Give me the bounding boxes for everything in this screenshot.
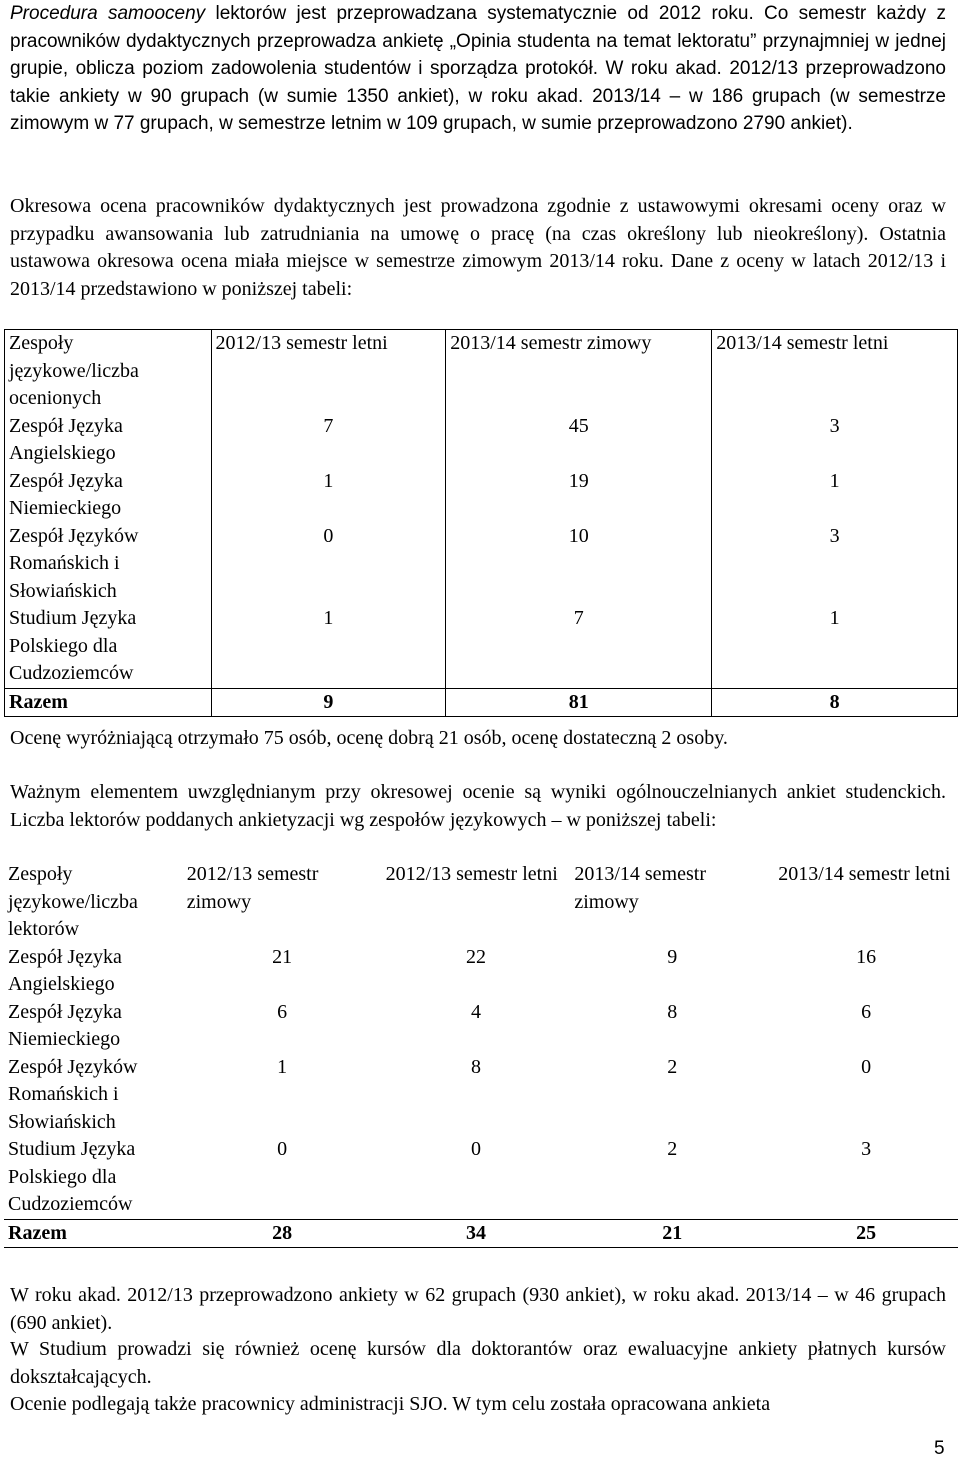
table-header-row bbox=[5, 330, 958, 413]
table-row bbox=[5, 523, 958, 606]
total-value: 25 bbox=[774, 1219, 958, 1248]
assessment-table bbox=[4, 329, 958, 717]
cell-value: 1 bbox=[712, 468, 958, 523]
total-label: Razem bbox=[5, 688, 212, 717]
row-label: Zespół Języków Romańskich i Słowiańskich bbox=[5, 523, 212, 606]
cell-value: 9 bbox=[667, 945, 678, 968]
total-value: 28 bbox=[183, 1219, 382, 1248]
cell-value: 19 bbox=[446, 468, 712, 523]
row-label: Zespół Języka Angielskiego bbox=[5, 413, 212, 468]
table-total-row bbox=[5, 688, 958, 717]
surveys-count-paragraph: W roku akad. 2012/13 przeprowadzono ankiety w 62 grupach (930 ankiet), w roku akad. 2013/14 – w 46 grupach (690 ankiet). bbox=[10, 1284, 946, 1334]
total-value: 81 bbox=[446, 688, 712, 717]
periodic-assessment-paragraph: Okresowa ocena pracowników dydaktycznych jest prowadzona zgodnie z ustawowymi okresami oceny oraz w przypadku awansowania lub zatrudniania na umowę o pracę (na czas określony lub nieokreślony). Ostatnia ustawowa okresowa ocena miała miejsce w semestrze zimowym 2013/14 roku. Dane z oceny w latach 2012/13 i 2013/14 przedstawiono w poniższej tabeli: bbox=[10, 195, 946, 300]
header-cell: 2012/13 semestr zimowy bbox=[186, 863, 319, 913]
cell-value: 1 bbox=[277, 1055, 288, 1078]
row-label: Studium Języka Polskiego dla Cudzoziemców bbox=[8, 1138, 136, 1215]
cell-value: 0 bbox=[861, 1055, 872, 1078]
table-row bbox=[4, 999, 958, 1054]
cell-value: 2 bbox=[667, 1138, 678, 1160]
total-value: 8 bbox=[712, 688, 958, 717]
cell-value: 22 bbox=[465, 945, 486, 968]
cell-value: 6 bbox=[861, 1000, 872, 1023]
table-row bbox=[5, 605, 958, 688]
cell-value: 1 bbox=[712, 605, 958, 688]
row-label: Zespół Języka Niemieckiego bbox=[5, 468, 212, 523]
cell-value: 3 bbox=[861, 1138, 872, 1160]
cell-value: 0 bbox=[277, 1138, 288, 1160]
table-row bbox=[4, 1054, 958, 1137]
header-cell: 2013/14 semestr letni bbox=[712, 330, 958, 413]
table-row bbox=[4, 1136, 958, 1219]
cell-value: 2 bbox=[667, 1055, 678, 1078]
table-total-row bbox=[4, 1219, 958, 1248]
total-value: 9 bbox=[211, 688, 446, 717]
total-value: 34 bbox=[382, 1219, 571, 1248]
cell-value: 3 bbox=[712, 523, 958, 606]
total-label: Razem bbox=[4, 1219, 183, 1248]
header-cell: 2013/14 semestr zimowy bbox=[446, 330, 712, 413]
row-label: Zespół Języków Romańskich i Słowiańskich bbox=[8, 1055, 138, 1133]
cell-value: 8 bbox=[470, 1055, 481, 1078]
header-cell: Zespoły językowe/liczba ocenionych bbox=[5, 330, 212, 413]
cell-value: 7 bbox=[211, 413, 446, 468]
cell-value: 0 bbox=[470, 1138, 481, 1160]
cell-value: 16 bbox=[856, 945, 877, 968]
table-header-row bbox=[4, 861, 958, 944]
intro-paragraph bbox=[10, 0, 946, 138]
row-label: Zespół Języka Angielskiego bbox=[8, 945, 122, 995]
cell-value: 21 bbox=[272, 945, 293, 968]
table-row bbox=[4, 944, 958, 999]
cell-value: 1 bbox=[211, 605, 446, 688]
survey-paragraph: Ważnym elementem uwzględnianym przy okresowej ocenie są wyniki ogólnouczelnianych ankiet studenckich. Liczba lektorów poddanych ankietyzacji wg zespołów językowych – w poniższej tabeli: bbox=[10, 781, 946, 831]
total-value: 21 bbox=[570, 1219, 774, 1248]
cell-value: 4 bbox=[470, 1000, 481, 1023]
cell-value: 8 bbox=[667, 1000, 678, 1023]
grades-note: Ocenę wyróżniającą otrzymało 75 osób, ocenę dobrą 21 osób, ocenę dostateczną 2 osoby. bbox=[10, 727, 728, 749]
table-row bbox=[5, 413, 958, 468]
intro-text: lektorów jest przeprowadzana systematycznie od 2012 roku. Co semestr każdy z pracowników dydaktycznych przeprowadza ankietę „Opinia studenta na temat lektoratu” przynajmniej w jednej grupie, oblicza poziom zadowolenia studentów i sporządza protokół. W roku akad. 2012/13 przeprowadzono takie ankiety w 90 grupach (w sumie 1350 ankiet), w roku akad. 2013/14 – w 186 grupach (w semestrze zimowym w 77 grupach, w semestrze letnim w 109 grupach, w sumie przeprowadzono 2790 ankiet). bbox=[10, 3, 946, 134]
intro-title: Procedura samooceny bbox=[10, 3, 206, 24]
surveyed-lecturers-table bbox=[4, 861, 958, 1248]
cell-value: 1 bbox=[211, 468, 446, 523]
table-row bbox=[5, 468, 958, 523]
header-cell: 2013/14 semestr zimowy bbox=[574, 863, 706, 913]
page-number: 5 bbox=[934, 1438, 945, 1459]
cell-value: 3 bbox=[712, 413, 958, 468]
cell-value: 6 bbox=[277, 1000, 288, 1023]
cell-value: 7 bbox=[446, 605, 712, 688]
cell-value: 10 bbox=[446, 523, 712, 606]
header-cell: Zespoły językowe/liczba lektorów bbox=[8, 863, 138, 940]
header-cell: 2012/13 semestr letni bbox=[211, 330, 446, 413]
administration-paragraph: Ocenie podlegają także pracownicy administracji SJO. W tym celu została opracowana ankieta bbox=[10, 1393, 771, 1415]
header-cell: 2013/14 semestr letni bbox=[778, 863, 951, 885]
header-cell: 2012/13 semestr letni bbox=[385, 863, 558, 885]
row-label: Studium Języka Polskiego dla Cudzoziemców bbox=[5, 605, 212, 688]
doctoral-courses-paragraph: W Studium prowadzi się również ocenę kursów dla doktorantów oraz ewaluacyjne ankiety płatnych kursów dokształcających. bbox=[10, 1338, 946, 1388]
cell-value: 45 bbox=[446, 413, 712, 468]
cell-value: 0 bbox=[211, 523, 446, 606]
row-label: Zespół Języka Niemieckiego bbox=[8, 1000, 122, 1050]
